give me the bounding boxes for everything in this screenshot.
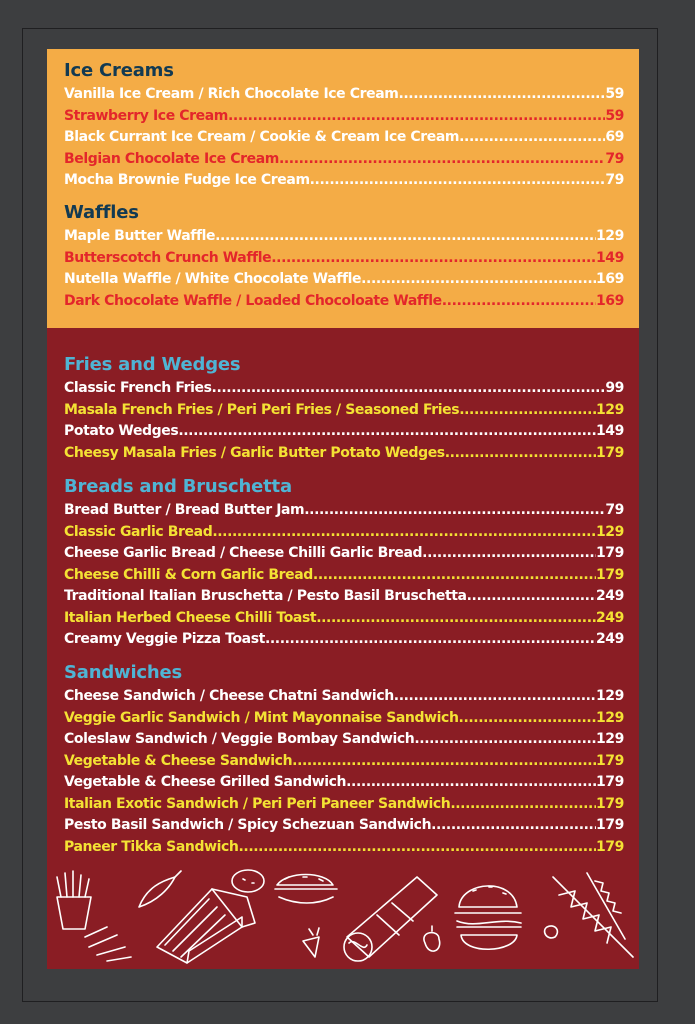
section-fries-and-wedges [64, 352, 624, 464]
menu-board [47, 49, 639, 969]
menu-item: Cheese Sandwich / Cheese Chatni Sandwich ..... 129 [64, 686, 624, 708]
section-sandwiches [64, 660, 624, 858]
menu-item: Cheese Garlic Bread / Cheese Chilli Garlic Bread ..... 179 [64, 543, 624, 565]
menu-item: Veggie Garlic Sandwich / Mint Mayonnaise Sandwich ..... 129 [64, 708, 624, 730]
menu-item: Belgian Chocolate Ice Cream ..... 79 [64, 149, 624, 171]
menu-item: Creamy Veggie Pizza Toast ..... 249 [64, 629, 624, 651]
section-title: Sandwiches [64, 662, 183, 683]
section-ice-creams [64, 58, 624, 192]
potato-icon [232, 870, 264, 892]
menu-item: Cheesy Masala Fries / Garlic Butter Potato Wedges ..... 179 [64, 443, 624, 465]
section-title: Breads and Bruschetta [64, 476, 292, 497]
food-illustration-art [47, 867, 639, 967]
menu-item: Paneer Tikka Sandwich ..... 179 [64, 837, 624, 859]
menu-item: Classic French Fries ..... 99 [64, 378, 624, 400]
section-title: Fries and Wedges [64, 354, 241, 375]
menu-item: Vanilla Ice Cream / Rich Chocolate Ice Cream ..... 59 [64, 84, 624, 106]
section-waffles [64, 200, 624, 312]
menu-item: Butterscotch Crunch Waffle ..... 149 [64, 248, 624, 270]
menu-item: Traditional Italian Bruschetta / Pesto Basil Bruschetta ..... 249 [64, 586, 624, 608]
sandwich-icon [157, 889, 255, 963]
menu-item: Bread Butter / Bread Butter Jam ..... 79 [64, 500, 624, 522]
menu-item: Classic Garlic Bread ..... 129 [64, 522, 624, 544]
menu-item: Black Currant Ice Cream / Cookie & Cream Ice Cream ..... 69 [64, 127, 624, 149]
carrot-icon [303, 928, 319, 957]
menu-item: Maple Butter Waffle ..... 129 [64, 226, 624, 248]
section-title: Ice Creams [64, 60, 174, 81]
menu-item: Nutella Waffle / White Chocolate Waffle ..... 169 [64, 269, 624, 291]
wrap-icon [344, 877, 437, 961]
menu-item: Italian Exotic Sandwich / Peri Peri Paneer Sandwich ..... 179 [64, 794, 624, 816]
menu-item: Vegetable & Cheese Grilled Sandwich ..... 179 [64, 772, 624, 794]
menu-item: Cheese Chilli & Corn Garlic Bread ..... 179 [64, 565, 624, 587]
menu-item: Strawberry Ice Cream ..... 59 [64, 106, 624, 128]
bell-pepper-icon [424, 926, 440, 951]
menu-item: Pesto Basil Sandwich / Spicy Schezuan Sandwich ..... 179 [64, 815, 624, 837]
menu-item: Vegetable & Cheese Sandwich ..... 179 [64, 751, 624, 773]
menu-item: Potato Wedges ..... 149 [64, 421, 624, 443]
burger-bowl-icon [275, 875, 337, 904]
menu-item: Dark Chocolate Waffle / Loaded Chocoloate Waffle ..... 169 [64, 291, 624, 313]
menu-item: Italian Herbed Cheese Chilli Toast ..... 249 [64, 608, 624, 630]
section-breads-and-bruschetta [64, 474, 624, 651]
chilli-icon [139, 871, 181, 907]
menu-item: Mocha Brownie Fudge Ice Cream ..... 79 [64, 170, 624, 192]
menu-item: Coleslaw Sandwich / Veggie Bombay Sandwich ..... 129 [64, 729, 624, 751]
section-title: Waffles [64, 202, 139, 223]
burger-icon [455, 886, 521, 949]
food-illustration [47, 867, 639, 967]
skewer-icon [545, 873, 633, 957]
fries-icon [57, 871, 131, 961]
menu-item: Masala French Fries / Peri Peri Fries / Seasoned Fries ..... 129 [64, 400, 624, 422]
